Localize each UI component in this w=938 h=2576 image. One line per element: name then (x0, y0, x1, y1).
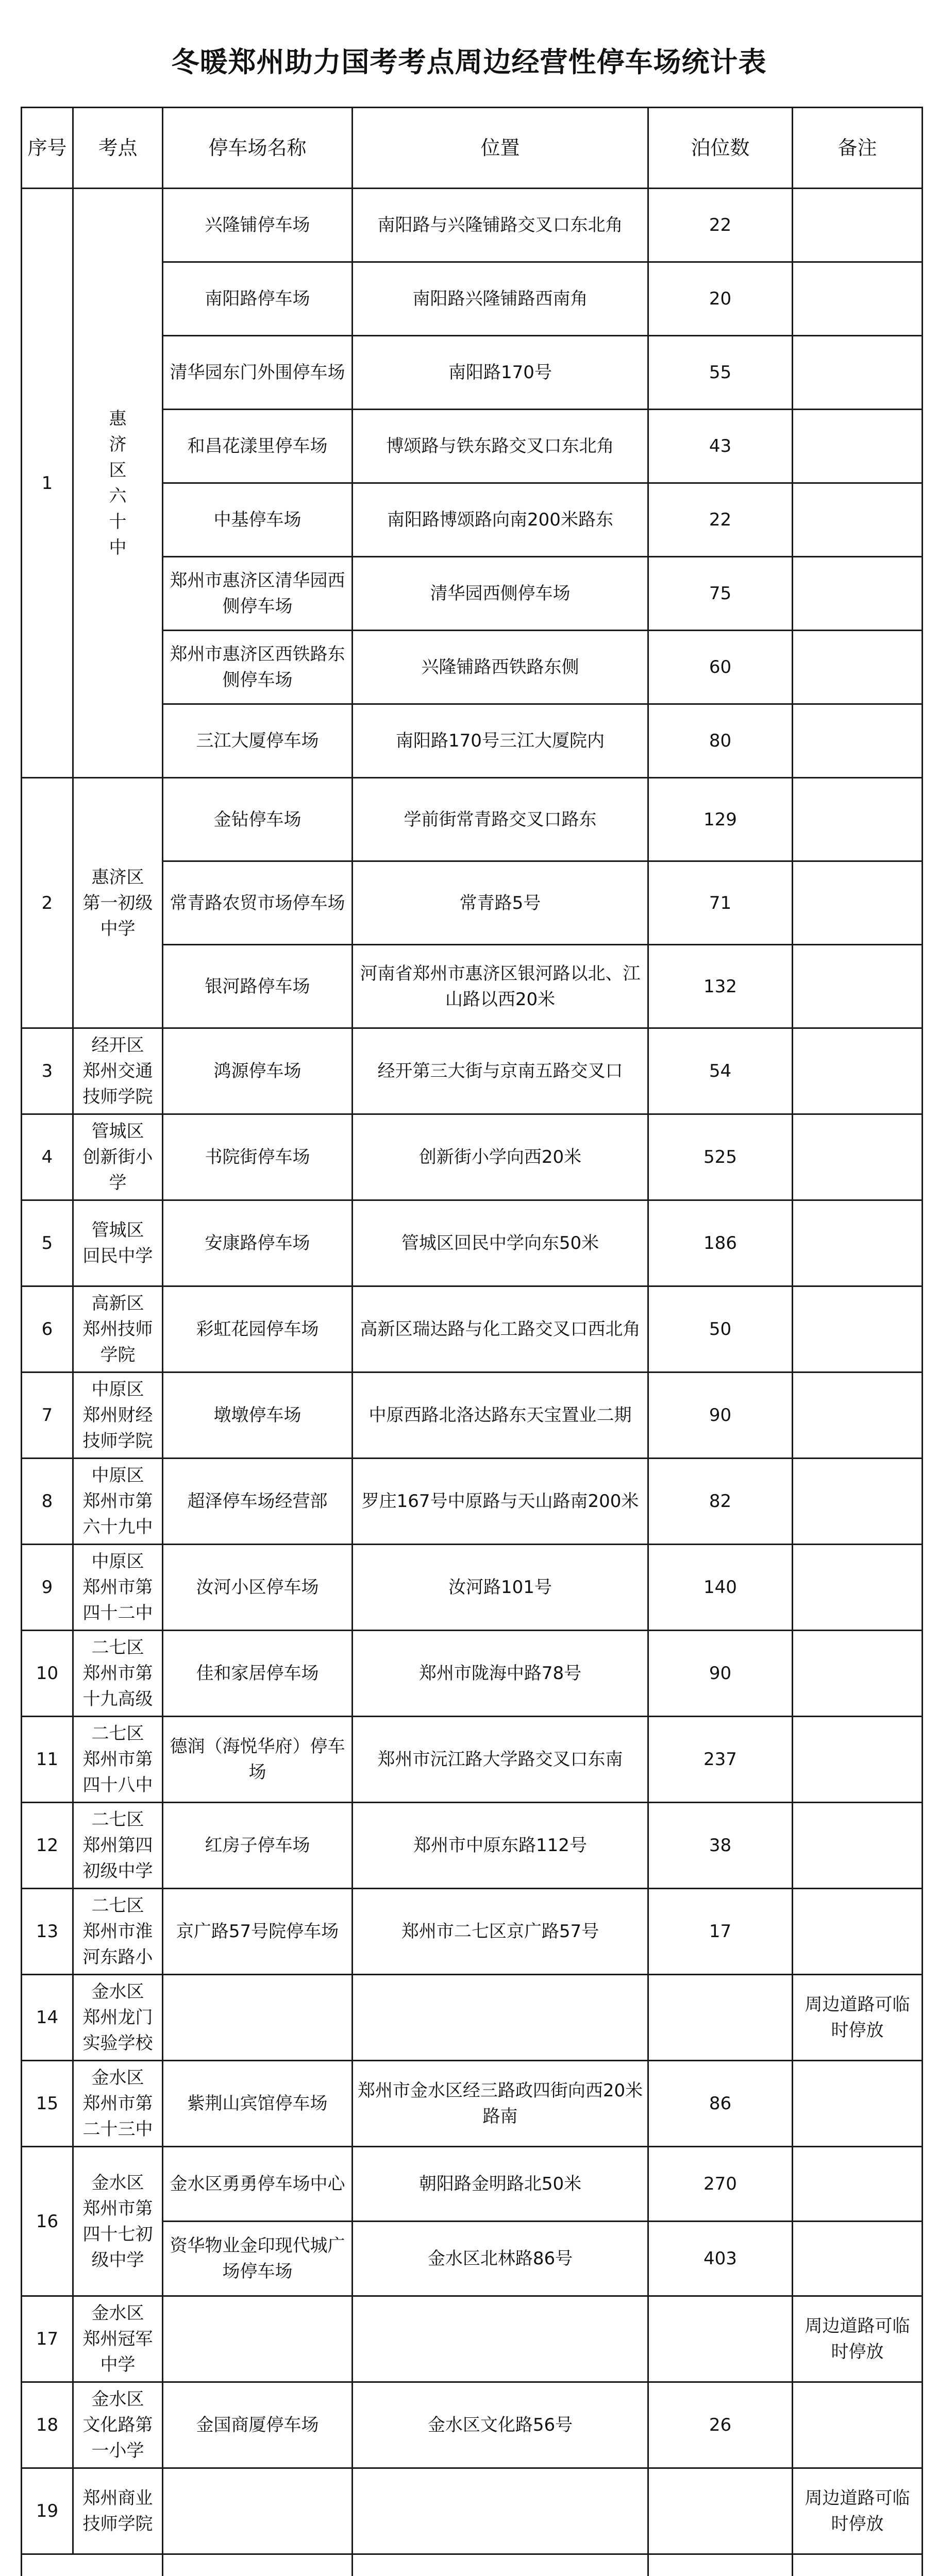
lot-name-cell: 资华物业金印现代城广场停车场 (163, 2222, 353, 2296)
location-cell: 南阳路博颂路向南200米路东 (353, 483, 648, 557)
exam-site-cell: 金水区 郑州龙门 实验学校 (73, 1975, 163, 2061)
lot-name-cell (163, 1975, 353, 2061)
exam-site-cell: 二七区 郑州市淮 河东路小 (73, 1889, 163, 1975)
note-cell (793, 1545, 923, 1631)
exam-site-cell: 郑州商业 技师学院 (73, 2468, 163, 2554)
lot-name-cell: 清华园东门外围停车场 (163, 336, 353, 410)
table-row (22, 2468, 923, 2554)
note-cell (793, 1286, 923, 1372)
spaces-cell: 75 (648, 557, 793, 631)
exam-site-cell: 管城区 创新街小 学 (73, 1114, 163, 1200)
table-row (22, 1631, 923, 1717)
lot-name-cell: 紫荆山宾馆停车场 (163, 2061, 353, 2147)
lot-name-cell: 佳和家居停车场 (163, 1631, 353, 1717)
spaces-cell: 55 (648, 336, 793, 410)
spaces-cell: 50 (648, 1286, 793, 1372)
lot-name-cell: 红房子停车场 (163, 1803, 353, 1889)
location-cell: 创新街小学向西20米 (353, 1114, 648, 1200)
table-row (22, 1717, 923, 1803)
seq-cell: 1 (22, 189, 73, 778)
total-empty (793, 2554, 923, 2576)
seq-cell: 16 (22, 2147, 73, 2296)
note-cell (793, 704, 923, 778)
exam-site-cell: 管城区 回民中学 (73, 1200, 163, 1286)
seq-cell: 6 (22, 1286, 73, 1372)
table-row (22, 1975, 923, 2061)
table-row (22, 1372, 923, 1459)
seq-cell: 18 (22, 2382, 73, 2468)
seq-cell: 19 (22, 2468, 73, 2554)
header-cell: 泊位数 (648, 108, 793, 189)
location-cell: 河南省郑州市惠济区银河路以北、江山路以西20米 (353, 945, 648, 1028)
note-cell (793, 1631, 923, 1717)
seq-cell: 15 (22, 2061, 73, 2147)
note-cell (793, 1889, 923, 1975)
exam-site-cell: 高新区 郑州技师 学院 (73, 1286, 163, 1372)
location-cell: 郑州市中原东路112号 (353, 1803, 648, 1889)
location-cell: 南阳路170号 (353, 336, 648, 410)
note-cell (793, 1200, 923, 1286)
lot-name-cell: 三江大厦停车场 (163, 704, 353, 778)
location-cell: 学前街常青路交叉口路东 (353, 778, 648, 861)
note-cell: 周边道路可临时停放 (793, 2468, 923, 2554)
spaces-cell: 38 (648, 1803, 793, 1889)
lot-name-cell (163, 2468, 353, 2554)
header-row (22, 108, 923, 189)
spaces-cell: 26 (648, 2382, 793, 2468)
header-cell: 备注 (793, 108, 923, 189)
note-cell (793, 557, 923, 631)
location-cell: 金水区文化路56号 (353, 2382, 648, 2468)
exam-site-cell: 经开区 郑州交通 技师学院 (73, 1028, 163, 1114)
lot-name-cell: 鸿源停车场 (163, 1028, 353, 1114)
lot-name-cell: 银河路停车场 (163, 945, 353, 1028)
table-row (22, 189, 923, 262)
note-cell (793, 262, 923, 336)
location-cell: 南阳路170号三江大厦院内 (353, 704, 648, 778)
lot-name-cell: 墩墩停车场 (163, 1372, 353, 1459)
table-row (22, 1200, 923, 1286)
note-cell (793, 2061, 923, 2147)
spaces-cell: 140 (648, 1545, 793, 1631)
seq-cell: 8 (22, 1459, 73, 1545)
note-cell: 周边道路可临时停放 (793, 2296, 923, 2382)
spaces-cell: 186 (648, 1200, 793, 1286)
spaces-cell: 132 (648, 945, 793, 1028)
lot-name-cell: 中基停车场 (163, 483, 353, 557)
lot-name-cell: 安康路停车场 (163, 1200, 353, 1286)
spaces-cell: 20 (648, 262, 793, 336)
location-cell: 经开第三大街与京南五路交叉口 (353, 1028, 648, 1114)
exam-site-cell: 金水区 郑州冠军 中学 (73, 2296, 163, 2382)
header-cell: 序号 (22, 108, 73, 189)
spaces-cell (648, 2468, 793, 2554)
table-row (22, 2296, 923, 2382)
lot-name-cell: 郑州市惠济区清华园西侧停车场 (163, 557, 353, 631)
note-cell (793, 336, 923, 410)
table-row (22, 1286, 923, 1372)
table-row (22, 1889, 923, 1975)
location-cell: 高新区瑞达路与化工路交叉口西北角 (353, 1286, 648, 1372)
exam-site-cell: 中原区 郑州财经 技师学院 (73, 1372, 163, 1459)
seq-cell: 3 (22, 1028, 73, 1114)
location-cell: 南阳路与兴隆铺路交叉口东北角 (353, 189, 648, 262)
location-cell: 中原西路北洛达路东天宝置业二期 (353, 1372, 648, 1459)
seq-cell: 2 (22, 778, 73, 1028)
total-label (22, 2554, 163, 2576)
exam-site-cell: 惠济区 第一初级 中学 (73, 778, 163, 1028)
spaces-cell: 86 (648, 2061, 793, 2147)
location-cell (353, 1975, 648, 2061)
location-cell: 罗庄167号中原路与天山路南200米 (353, 1459, 648, 1545)
location-cell: 兴隆铺路西铁路东侧 (353, 631, 648, 704)
location-cell: 清华园西侧停车场 (353, 557, 648, 631)
header-cell: 停车场名称 (163, 108, 353, 189)
spaces-cell: 270 (648, 2147, 793, 2222)
table-row (22, 2147, 923, 2222)
lot-name-cell (163, 2296, 353, 2382)
note-cell (793, 483, 923, 557)
table-row (22, 1459, 923, 1545)
seq-cell: 5 (22, 1200, 73, 1286)
spaces-cell: 60 (648, 631, 793, 704)
spaces-cell: 22 (648, 483, 793, 557)
location-cell: 常青路5号 (353, 861, 648, 945)
lot-name-cell: 南阳路停车场 (163, 262, 353, 336)
table-body (22, 189, 923, 2576)
page-title: 冬暖郑州助力国考考点周边经营性停车场统计表 (171, 46, 767, 78)
note-cell: 周边道路可临时停放 (793, 1975, 923, 2061)
spaces-cell: 90 (648, 1372, 793, 1459)
header-cell: 位置 (353, 108, 648, 189)
table-row (22, 1545, 923, 1631)
seq-cell: 7 (22, 1372, 73, 1459)
location-cell: 金水区北林路86号 (353, 2222, 648, 2296)
location-cell: 郑州市陇海中路78号 (353, 1631, 648, 1717)
location-cell: 汝河路101号 (353, 1545, 648, 1631)
table-row (22, 1803, 923, 1889)
seq-cell: 17 (22, 2296, 73, 2382)
spaces-cell: 22 (648, 189, 793, 262)
exam-site-cell: 二七区 郑州市第 四十八中 (73, 1717, 163, 1803)
parking-table (21, 107, 923, 2576)
note-cell (793, 2382, 923, 2468)
location-cell: 博颂路与铁东路交叉口东北角 (353, 410, 648, 483)
note-cell (793, 1372, 923, 1459)
spaces-cell: 80 (648, 704, 793, 778)
note-cell (793, 1803, 923, 1889)
spaces-cell: 525 (648, 1114, 793, 1200)
total-empty (353, 2554, 648, 2576)
exam-site-cell: 金水区 文化路第 一小学 (73, 2382, 163, 2468)
exam-site-cell: 金水区 郑州市第 四十七初 级中学 (73, 2147, 163, 2296)
seq-cell: 9 (22, 1545, 73, 1631)
location-cell: 管城区回民中学向东50米 (353, 1200, 648, 1286)
lot-name-cell: 汝河小区停车场 (163, 1545, 353, 1631)
table-row (22, 1114, 923, 1200)
note-cell (793, 189, 923, 262)
spaces-cell: 17 (648, 1889, 793, 1975)
seq-cell: 10 (22, 1631, 73, 1717)
spaces-cell: 237 (648, 1717, 793, 1803)
total-row (22, 2554, 923, 2576)
note-cell (793, 631, 923, 704)
seq-cell: 12 (22, 1803, 73, 1889)
note-cell (793, 1114, 923, 1200)
location-cell: 郑州市沅江路大学路交叉口东南 (353, 1717, 648, 1803)
spaces-cell: 129 (648, 778, 793, 861)
table-row (22, 2382, 923, 2468)
total-spaces (648, 2554, 793, 2576)
exam-site-cell: 金水区 郑州市第 二十三中 (73, 2061, 163, 2147)
table-row (22, 778, 923, 861)
lot-name-cell: 和昌花漾里停车场 (163, 410, 353, 483)
table-row (22, 1028, 923, 1114)
lot-name-cell: 金水区勇勇停车场中心 (163, 2147, 353, 2222)
lot-name-cell: 超泽停车场经营部 (163, 1459, 353, 1545)
lot-name-cell: 书院街停车场 (163, 1114, 353, 1200)
location-cell (353, 2296, 648, 2382)
exam-site-cell: 二七区 郑州市第 十九高级 (73, 1631, 163, 1717)
note-cell (793, 2222, 923, 2296)
lot-name-cell: 京广路57号院停车场 (163, 1889, 353, 1975)
exam-site-cell: 中原区 郑州市第 四十二中 (73, 1545, 163, 1631)
spaces-cell: 43 (648, 410, 793, 483)
spaces-cell: 82 (648, 1459, 793, 1545)
lot-name-cell: 兴隆铺停车场 (163, 189, 353, 262)
lot-name-cell: 彩虹花园停车场 (163, 1286, 353, 1372)
note-cell (793, 945, 923, 1028)
note-cell (793, 410, 923, 483)
note-cell (793, 1028, 923, 1114)
spaces-cell: 71 (648, 861, 793, 945)
spaces-cell: 403 (648, 2222, 793, 2296)
seq-cell: 4 (22, 1114, 73, 1200)
exam-site-cell: 中原区 郑州市第 六十九中 (73, 1459, 163, 1545)
header-cell: 考点 (73, 108, 163, 189)
lot-name-cell: 德润（海悦华府）停车场 (163, 1717, 353, 1803)
lot-name-cell: 常青路农贸市场停车场 (163, 861, 353, 945)
note-cell (793, 1459, 923, 1545)
lot-name-cell: 金国商厦停车场 (163, 2382, 353, 2468)
note-cell (793, 1717, 923, 1803)
exam-site-cell: 二七区 郑州第四 初级中学 (73, 1803, 163, 1889)
total-empty (163, 2554, 353, 2576)
exam-site-cell: 惠 济 区 六 十 中 (73, 189, 163, 778)
note-cell (793, 861, 923, 945)
lot-name-cell: 金钻停车场 (163, 778, 353, 861)
location-cell: 郑州市二七区京广路57号 (353, 1889, 648, 1975)
location-cell: 朝阳路金明路北50米 (353, 2147, 648, 2222)
location-cell: 南阳路兴隆铺路西南角 (353, 262, 648, 336)
note-cell (793, 778, 923, 861)
table-row (22, 2061, 923, 2147)
seq-cell: 13 (22, 1889, 73, 1975)
spaces-cell: 90 (648, 1631, 793, 1717)
lot-name-cell: 郑州市惠济区西铁路东侧停车场 (163, 631, 353, 704)
location-cell (353, 2468, 648, 2554)
spaces-cell (648, 2296, 793, 2382)
note-cell (793, 2147, 923, 2222)
seq-cell: 14 (22, 1975, 73, 2061)
spaces-cell: 54 (648, 1028, 793, 1114)
location-cell: 郑州市金水区经三路政四街向西20米路南 (353, 2061, 648, 2147)
spaces-cell (648, 1975, 793, 2061)
seq-cell: 11 (22, 1717, 73, 1803)
